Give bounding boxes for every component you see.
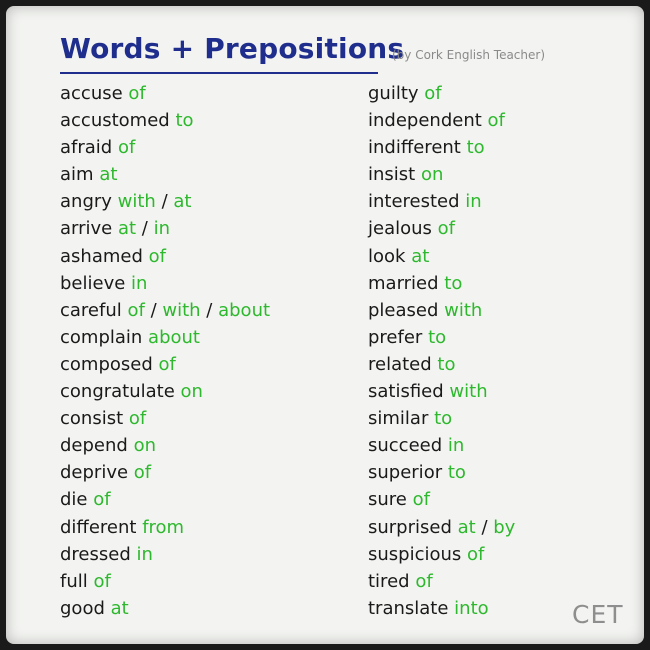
word-text: ashamed — [60, 245, 143, 267]
list-item — [368, 405, 515, 432]
preposition-text: in — [465, 191, 482, 213]
preposition-text: in — [136, 543, 153, 565]
preposition-text: of — [128, 408, 147, 430]
list-item — [368, 80, 515, 107]
list-item — [60, 514, 270, 541]
word-text: accustomed — [60, 110, 170, 132]
preposition-text: in — [447, 435, 465, 457]
preposition-text: at — [99, 164, 118, 186]
separator-slash: / — [136, 218, 154, 240]
list-item — [368, 432, 515, 459]
list-item — [368, 270, 515, 297]
word-text: insist — [368, 164, 416, 186]
list-item — [368, 107, 515, 134]
preposition-text: about — [218, 299, 271, 321]
list-item — [368, 161, 515, 188]
word-text: good — [60, 597, 105, 619]
separator-slash: / — [155, 191, 174, 213]
preposition-text: at — [411, 245, 430, 267]
separator-slash: / — [475, 516, 494, 538]
list-item — [368, 595, 515, 622]
list-item — [60, 459, 270, 486]
preposition-text: at — [457, 516, 476, 538]
word-text: careful — [60, 299, 122, 321]
list-item — [368, 324, 515, 351]
list-item — [368, 459, 515, 486]
word-text: translate — [368, 597, 449, 619]
list-item — [368, 243, 515, 270]
preposition-text: from — [142, 516, 185, 538]
word-text: suspicious — [368, 543, 462, 565]
preposition-text: of — [148, 245, 166, 267]
list-item — [368, 486, 515, 513]
word-text: related — [368, 353, 432, 375]
word-text: surprised — [368, 516, 452, 538]
word-text: jealous — [368, 218, 432, 240]
preposition-text: in — [131, 272, 148, 294]
list-item — [60, 297, 270, 324]
word-text: independent — [368, 110, 482, 132]
word-text: satisfied — [368, 381, 444, 403]
word-text: complain — [60, 326, 143, 348]
preposition-text: of — [158, 353, 176, 375]
list-item — [60, 80, 270, 107]
word-text: aim — [60, 164, 94, 186]
list-item — [368, 541, 515, 568]
preposition-text: of — [467, 543, 485, 565]
word-text: congratulate — [60, 381, 175, 403]
word-text: full — [60, 570, 88, 592]
word-text: angry — [60, 191, 112, 213]
preposition-text: with — [449, 381, 488, 403]
preposition-text: to — [175, 110, 194, 132]
list-item — [60, 243, 270, 270]
word-text: pleased — [368, 299, 439, 321]
word-text: depend — [60, 435, 128, 457]
word-text: succeed — [368, 435, 443, 457]
preposition-text: with — [117, 191, 156, 213]
word-list-right-column — [368, 80, 515, 622]
list-item — [60, 595, 270, 622]
list-item — [60, 486, 270, 513]
list-item — [60, 568, 270, 595]
list-item — [60, 432, 270, 459]
preposition-text: to — [444, 272, 463, 294]
preposition-text: of — [412, 489, 430, 511]
preposition-text: on — [420, 164, 444, 186]
preposition-text: in — [153, 218, 171, 240]
word-text: guilty — [368, 83, 419, 104]
list-item — [60, 134, 270, 161]
preposition-text: of — [424, 83, 442, 104]
list-item — [60, 351, 270, 378]
word-text: superior — [368, 462, 443, 484]
preposition-text: to — [434, 408, 453, 430]
list-item — [60, 541, 270, 568]
word-text: look — [368, 245, 406, 267]
preposition-text: at — [110, 597, 129, 619]
preposition-text: with — [162, 299, 201, 321]
list-item — [368, 514, 515, 541]
preposition-text: of — [128, 83, 146, 104]
word-text: indifferent — [368, 137, 461, 159]
preposition-text: on — [180, 381, 203, 403]
list-item — [368, 351, 515, 378]
preposition-text: of — [415, 570, 433, 592]
word-text: sure — [368, 489, 407, 511]
list-item — [60, 270, 270, 297]
author-credit: (by Cork English Teacher) — [392, 48, 546, 62]
preposition-text: of — [127, 299, 145, 321]
list-item — [60, 161, 270, 188]
word-text: interested — [368, 191, 460, 213]
list-item — [60, 215, 270, 242]
word-text: arrive — [60, 218, 113, 240]
preposition-text: to — [428, 326, 447, 348]
preposition-text: at — [117, 218, 137, 240]
list-item — [60, 107, 270, 134]
word-text: tired — [368, 570, 410, 592]
preposition-text: of — [133, 462, 152, 484]
list-item — [60, 405, 270, 432]
preposition-text: to — [437, 353, 456, 375]
preposition-text: of — [117, 137, 136, 159]
preposition-text: into — [454, 597, 489, 619]
separator-slash: / — [144, 299, 163, 321]
preposition-text: of — [487, 110, 505, 132]
separator-slash: / — [200, 299, 219, 321]
word-text: accuse — [60, 83, 123, 104]
word-text: deprive — [60, 462, 129, 484]
word-text: dressed — [60, 543, 131, 565]
preposition-text: by — [493, 516, 516, 538]
list-item — [368, 568, 515, 595]
list-item — [60, 378, 270, 405]
list-item — [60, 324, 270, 351]
page-title: Words + Prepositions — [60, 32, 405, 65]
word-text: consist — [60, 408, 124, 430]
cet-logo: CET — [572, 600, 624, 629]
word-text: married — [368, 272, 439, 294]
preposition-text: about — [148, 326, 200, 348]
word-text: believe — [60, 272, 126, 294]
title-underline — [60, 72, 378, 74]
list-item — [368, 134, 515, 161]
list-item — [368, 215, 515, 242]
preposition-text: with — [444, 299, 483, 321]
list-item — [368, 297, 515, 324]
preposition-text: to — [466, 137, 485, 159]
preposition-text: of — [93, 570, 111, 592]
list-item — [368, 188, 515, 215]
word-text: prefer — [368, 326, 423, 348]
word-text: different — [60, 516, 137, 538]
word-text: composed — [60, 353, 153, 375]
preposition-text: on — [133, 435, 156, 457]
preposition-text: at — [173, 191, 192, 213]
word-text: similar — [368, 408, 429, 430]
word-list-card — [6, 6, 644, 644]
preposition-text: of — [93, 489, 111, 511]
word-list-left-column — [60, 80, 270, 622]
list-item — [60, 188, 270, 215]
preposition-text: to — [447, 462, 466, 484]
list-item — [368, 378, 515, 405]
word-text: die — [60, 489, 88, 511]
word-text: afraid — [60, 137, 113, 159]
preposition-text: of — [437, 218, 455, 240]
